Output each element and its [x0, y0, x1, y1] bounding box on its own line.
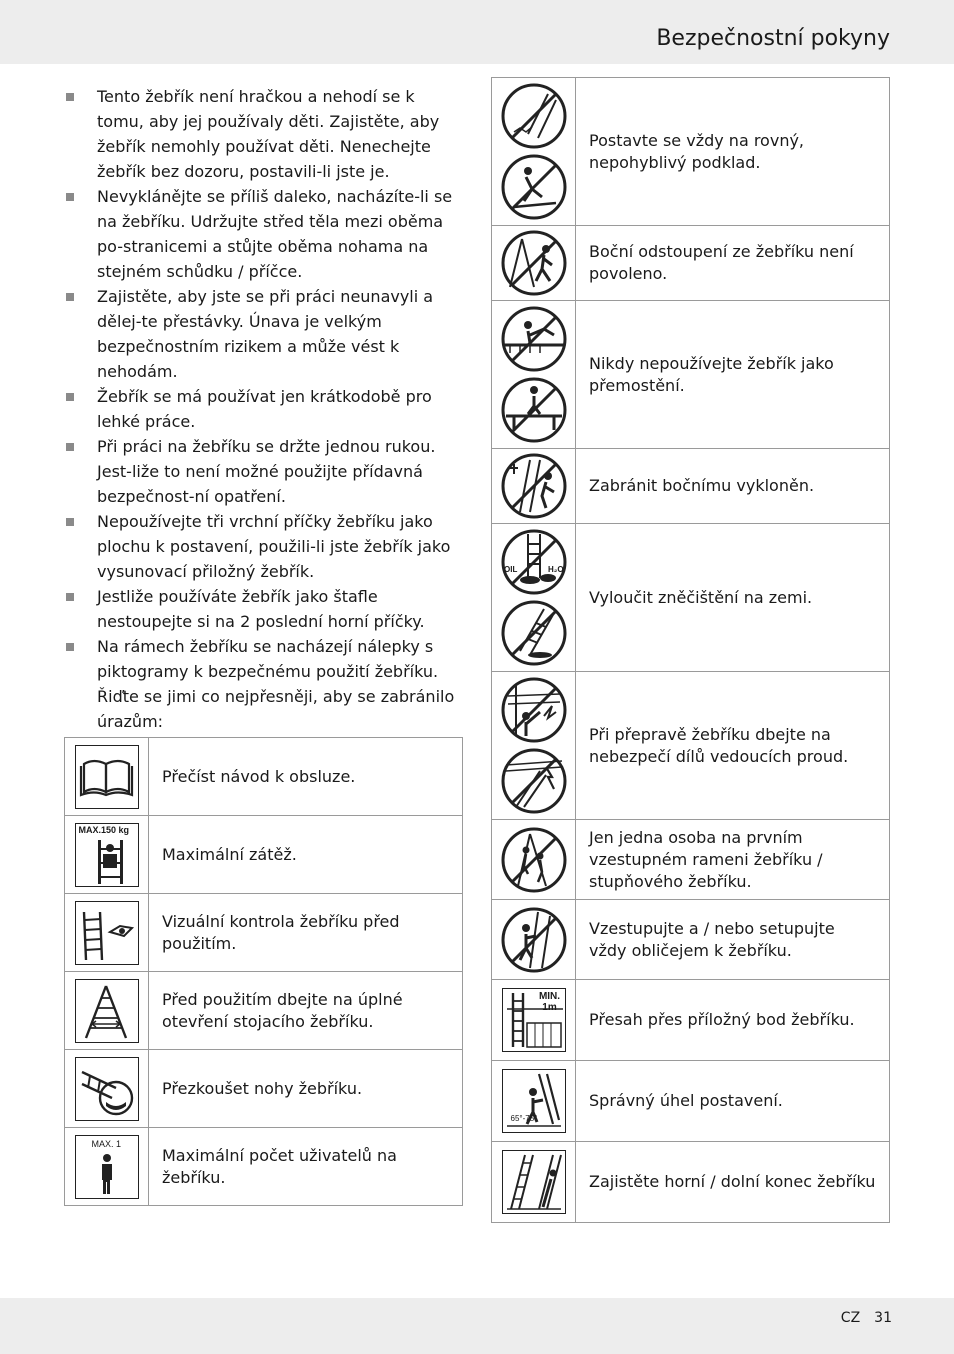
bullet-square-icon — [66, 393, 74, 401]
bullet-square-icon — [66, 593, 74, 601]
bullet-square-icon — [66, 443, 74, 451]
bridge-use-prohibited-icon — [492, 305, 575, 444]
list-item: Jestliže používáte žebřík jako štafle nestoupejte si na 2 poslední horní příčky. — [64, 584, 464, 634]
safety-bullet-list — [64, 84, 464, 734]
icon-label: H₂O — [548, 565, 564, 574]
list-item: Nepoužívejte tři vrchní příčky žebříku jako plochu k postavení, použili-li jste žebřík jako vysunovací přiložný žebřík. — [64, 509, 464, 584]
footer-band — [0, 1298, 954, 1354]
icon-label: MAX.150 kg — [78, 824, 130, 835]
table-cell-text: Maximální počet uživatelů na žebříku. — [149, 1128, 463, 1206]
manual-book-icon — [75, 745, 139, 809]
table-row — [492, 449, 890, 524]
table-row — [492, 226, 890, 301]
page-title: Bezpečnostní pokyny — [656, 26, 890, 51]
list-item: Nevyklánějte se příliš daleko, nacházíte-li se na žebříku. Udržujte střed těla mezi oběma po-stranicemi a stůjte oběma nohama na stejném schůdku / příčce. — [64, 184, 464, 284]
step-ladder-open-icon — [75, 979, 139, 1043]
table-row — [492, 820, 890, 900]
face-ladder-icon — [492, 906, 575, 974]
icon-label: 65°-75° — [510, 1114, 538, 1123]
page-number: 31 — [874, 1310, 892, 1326]
electric-hazard-icon — [492, 676, 575, 815]
one-person-only-icon — [492, 826, 575, 894]
list-item: Žebřík se má používat jen krátkodobě pro lehké práce. — [64, 384, 464, 434]
table-row — [492, 1142, 890, 1223]
table-row — [492, 301, 890, 449]
table-row — [492, 980, 890, 1061]
language-code: CZ — [840, 1310, 861, 1326]
table-row — [492, 1061, 890, 1142]
table-cell-text: Zajistěte horní / dolní konec žebříku — [576, 1142, 890, 1223]
table-cell-text: Při přepravě žebříku dbejte na nebezpečí dílů vedoucích proud. — [576, 672, 890, 820]
icon-label: OIL — [504, 565, 518, 574]
uneven-ground-prohibited-icon — [492, 82, 575, 221]
table-row — [492, 900, 890, 980]
side-dismount-prohibited-icon — [492, 229, 575, 297]
table-cell-text: Vyloučit zněčištění na zemi. — [576, 524, 890, 672]
table-row — [65, 972, 463, 1050]
table-row — [65, 894, 463, 972]
list-item: Při práci na žebříku se držte jednou rukou. Jest-liže to není možné použijte přídavná bezpečnost-ní opatření. — [64, 434, 464, 509]
table-row — [492, 672, 890, 820]
overreach-prohibited-icon — [492, 452, 575, 520]
table-row — [65, 738, 463, 816]
visual-inspection-icon — [75, 901, 139, 965]
contaminated-ground-prohibited-icon — [492, 528, 575, 667]
table-cell-text: Postavte se vždy na rovný, nepohyblivý podklad. — [576, 78, 890, 226]
table-row — [65, 816, 463, 894]
overhang-min-icon — [502, 988, 566, 1052]
icon-label: MAX. 1 — [91, 1138, 122, 1149]
bullet-square-icon — [66, 518, 74, 526]
max-load-icon — [75, 823, 139, 887]
table-cell-text: Jen jedna osoba na prvním vzestupném rameni žebříku / stupňového žebříku. — [576, 820, 890, 900]
table-cell-text: Přezkoušet nohy žebříku. — [149, 1050, 463, 1128]
pictogram-table-right — [491, 77, 890, 1223]
table-row — [65, 1128, 463, 1206]
table-cell-text: Boční odstoupení ze žebříku není povoleno. — [576, 226, 890, 301]
table-row — [492, 524, 890, 672]
table-row — [65, 1050, 463, 1128]
max-users-icon — [75, 1135, 139, 1199]
secure-ends-icon — [502, 1150, 566, 1214]
table-cell-text: Správný úhel postavení. — [576, 1061, 890, 1142]
icon-label: MIN. 1m — [538, 991, 561, 1013]
page-footer — [841, 1310, 892, 1326]
bullet-square-icon — [66, 643, 74, 651]
table-cell-text: Vzestupujte a / nebo setupujte vždy obličejem k žebříku. — [576, 900, 890, 980]
table-cell-text: Před použitím dbejte na úplné otevření stojacího žebříku. — [149, 972, 463, 1050]
table-cell-text: Zabránit bočnímu vykloněn. — [576, 449, 890, 524]
table-cell-text: Vizuální kontrola žebříku před použitím. — [149, 894, 463, 972]
table-cell-text: Maximální zátěž. — [149, 816, 463, 894]
bullet-square-icon — [66, 93, 74, 101]
list-item: Tento žebřík není hračkou a nehodí se k tomu, aby jej používaly děti. Zajistěte, aby žebřík nemohly používat děti. Nenechejte žebřík bez dozoru, postavili-li jste je. — [64, 84, 464, 184]
table-cell-text: Přečíst návod k obsluze. — [149, 738, 463, 816]
list-item: Zajistěte, aby jste se při práci neunavyli a dělej-te přestávky. Únava je velkým bezpečnostním rizikem a může vést k nehodám. — [64, 284, 464, 384]
bullet-square-icon — [66, 293, 74, 301]
table-cell-text: Nikdy nepoužívejte žebřík jako přemostění. — [576, 301, 890, 449]
table-row — [492, 78, 890, 226]
table-cell-text: Přesah přes příložný bod žebříku. — [576, 980, 890, 1061]
list-item: Na rámech žebříku se nacházejí nálepky s piktogramy k bezpečnému použití žebříku. Řiďte se jimi co nejpřesněji, aby se zabránilo úrazům: — [64, 634, 464, 734]
angle-icon — [502, 1069, 566, 1133]
bullet-square-icon — [66, 193, 74, 201]
ladder-feet-check-icon — [75, 1057, 139, 1121]
pictogram-table-left — [64, 737, 463, 1206]
